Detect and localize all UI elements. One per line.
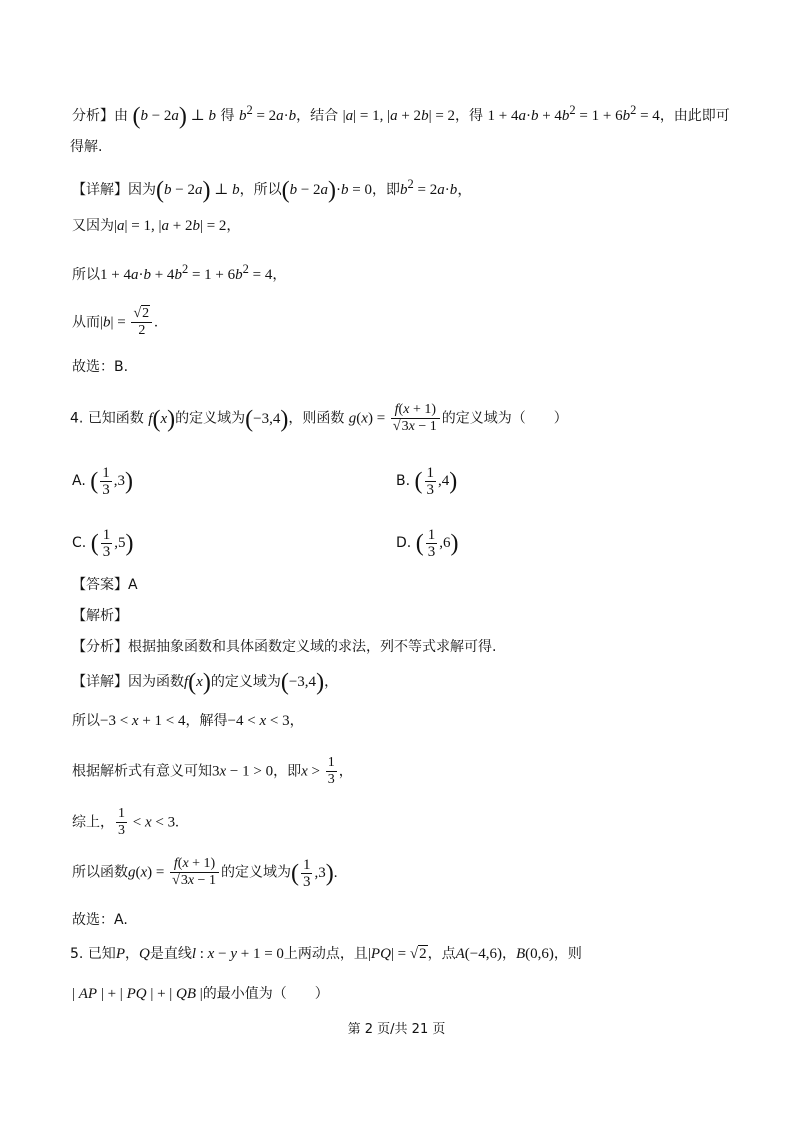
text: ，解得 xyxy=(185,713,228,729)
detail-line-2: 又因为|a| = 1, |a + 2b| = 2， xyxy=(72,218,241,234)
q4-detail-4: 综上， $\frac{1}{3}$ < x < 3. xyxy=(72,806,179,838)
question-5: 5. 已知P，Q是直线l : x − y + 1 = 0上两动点，且|PQ| = √2，点A(−4,6)，B(0,6)，则 xyxy=(70,946,582,962)
text: 上两动点，且 xyxy=(283,946,368,962)
text: 所以 xyxy=(72,267,100,283)
option-value: 5 xyxy=(117,534,126,551)
option-label: A. xyxy=(72,472,86,489)
text: ， xyxy=(338,763,353,780)
text: 分析】由 xyxy=(72,108,128,124)
option-label: B. xyxy=(396,472,411,489)
text: ，结合 xyxy=(296,108,339,124)
option-c: C. ( $\frac{1}{3}$ ,5) xyxy=(72,527,134,560)
option-label: C. xyxy=(72,534,87,551)
text: 综上， xyxy=(72,814,114,831)
detail-line-4: 从而|b| = $\frac{√2}{2}$ . xyxy=(72,306,158,338)
text: ， xyxy=(324,674,339,690)
text: 得 xyxy=(220,108,235,124)
text: 的定义域为 xyxy=(175,410,246,427)
option-value: 3 xyxy=(117,472,125,489)
question-4: 4. 已知函数 f(x)的定义域为(−3,4)，则函数 g(x) = $\frac{f(x + 1)}{√3x - 1}$ 的定义域为（ ） xyxy=(70,402,568,434)
question-5-cont: | AP | + | PQ | + | QB |的最小值为（ ） xyxy=(72,986,329,1002)
text: 所以 xyxy=(72,713,100,729)
page-footer: 第 2 页/共 21 页 xyxy=(347,1022,446,1037)
text: 的最小值为（ ） xyxy=(202,986,329,1002)
q4-detail-2: 所以−3 < x + 1 < 4，解得−4 < x < 3， xyxy=(72,713,304,729)
option-d: D. ( $\frac{1}{3}$ ,6) xyxy=(396,527,459,560)
question-number: 4. xyxy=(70,410,84,427)
answer-line: 【答案】A xyxy=(72,577,138,593)
text: 的定义域为 xyxy=(210,674,281,690)
detail-line-1: 【详解】因为(b − 2a) ⊥ b，所以(b − 2a)·b = 0，即$b^2 = 2a\cdot b$， xyxy=(72,177,473,204)
text: 已知函数 xyxy=(87,410,144,427)
text: 又因为 xyxy=(72,218,114,234)
text: 从而 xyxy=(72,314,100,331)
text: ，即 xyxy=(372,182,401,198)
text: ，所以 xyxy=(239,182,282,198)
option-label: D. xyxy=(396,534,412,551)
text: 【详解】因为 xyxy=(72,182,156,198)
analysis-heading: 【解析】 xyxy=(72,608,128,624)
text: ， xyxy=(272,267,287,283)
text: 则 xyxy=(567,946,582,962)
analysis-line-1: 分析】由 (b − 2a) ⊥ b 得 $b^2 = 2a\cdot b$，结合 |a| = 1, |a + 2b| = 2，得 $1 + 4a\cdot b + 4b^2 = 1 + 6b^2 = 4$，由此即可 xyxy=(72,103,730,130)
text: ， xyxy=(226,218,241,234)
option-value: 4 xyxy=(441,472,450,489)
q4-choice-line: 故选：A. xyxy=(72,912,128,928)
text: ，则函数 xyxy=(288,410,345,427)
text: ， xyxy=(289,713,304,729)
text: 所以函数 xyxy=(72,864,128,881)
fenxi-line: 【分析】根据抽象函数和具体函数定义域的求法，列不等式求解可得. xyxy=(72,639,497,655)
text: ，由此即可 xyxy=(659,108,730,124)
option-a: A. ( $\frac{1}{3}$ ,3) xyxy=(72,465,133,498)
q4-detail-3: 根据解析式有意义可知3x − 1 > 0，即x > $\frac{1}{3}$ ， xyxy=(72,755,353,787)
text: 根据解析式有意义可知 xyxy=(72,763,212,780)
text: ，即 xyxy=(273,763,302,780)
q4-detail-5: 所以函数g(x) = $\frac{f(x + 1)}{√3x - 1}$ 的定义域为( $\frac{1}{3}$ ,3). xyxy=(72,856,338,890)
option-b: B. ( $\frac{1}{3}$ ,4) xyxy=(396,465,458,498)
text: 是直线 xyxy=(149,946,192,962)
text: 的定义域为 xyxy=(220,864,291,881)
q4-detail-1: 【详解】因为函数f(x)的定义域为(−3,4)， xyxy=(72,669,339,696)
text: 【详解】因为函数 xyxy=(72,674,184,690)
choice-line: 故选：B. xyxy=(72,359,129,375)
analysis-line-2: 得解. xyxy=(70,139,103,155)
text: ，点 xyxy=(427,946,456,962)
option-value: 6 xyxy=(442,534,451,551)
question-number: 5. xyxy=(70,946,84,962)
text: ，得 xyxy=(455,108,484,124)
text: 的定义域为（ ） xyxy=(441,410,568,427)
text: 已知 xyxy=(87,946,116,962)
detail-line-3: 所以$1 + 4a\cdot b + 4b^2 = 1 + 6b^2 = 4$， xyxy=(72,262,287,283)
